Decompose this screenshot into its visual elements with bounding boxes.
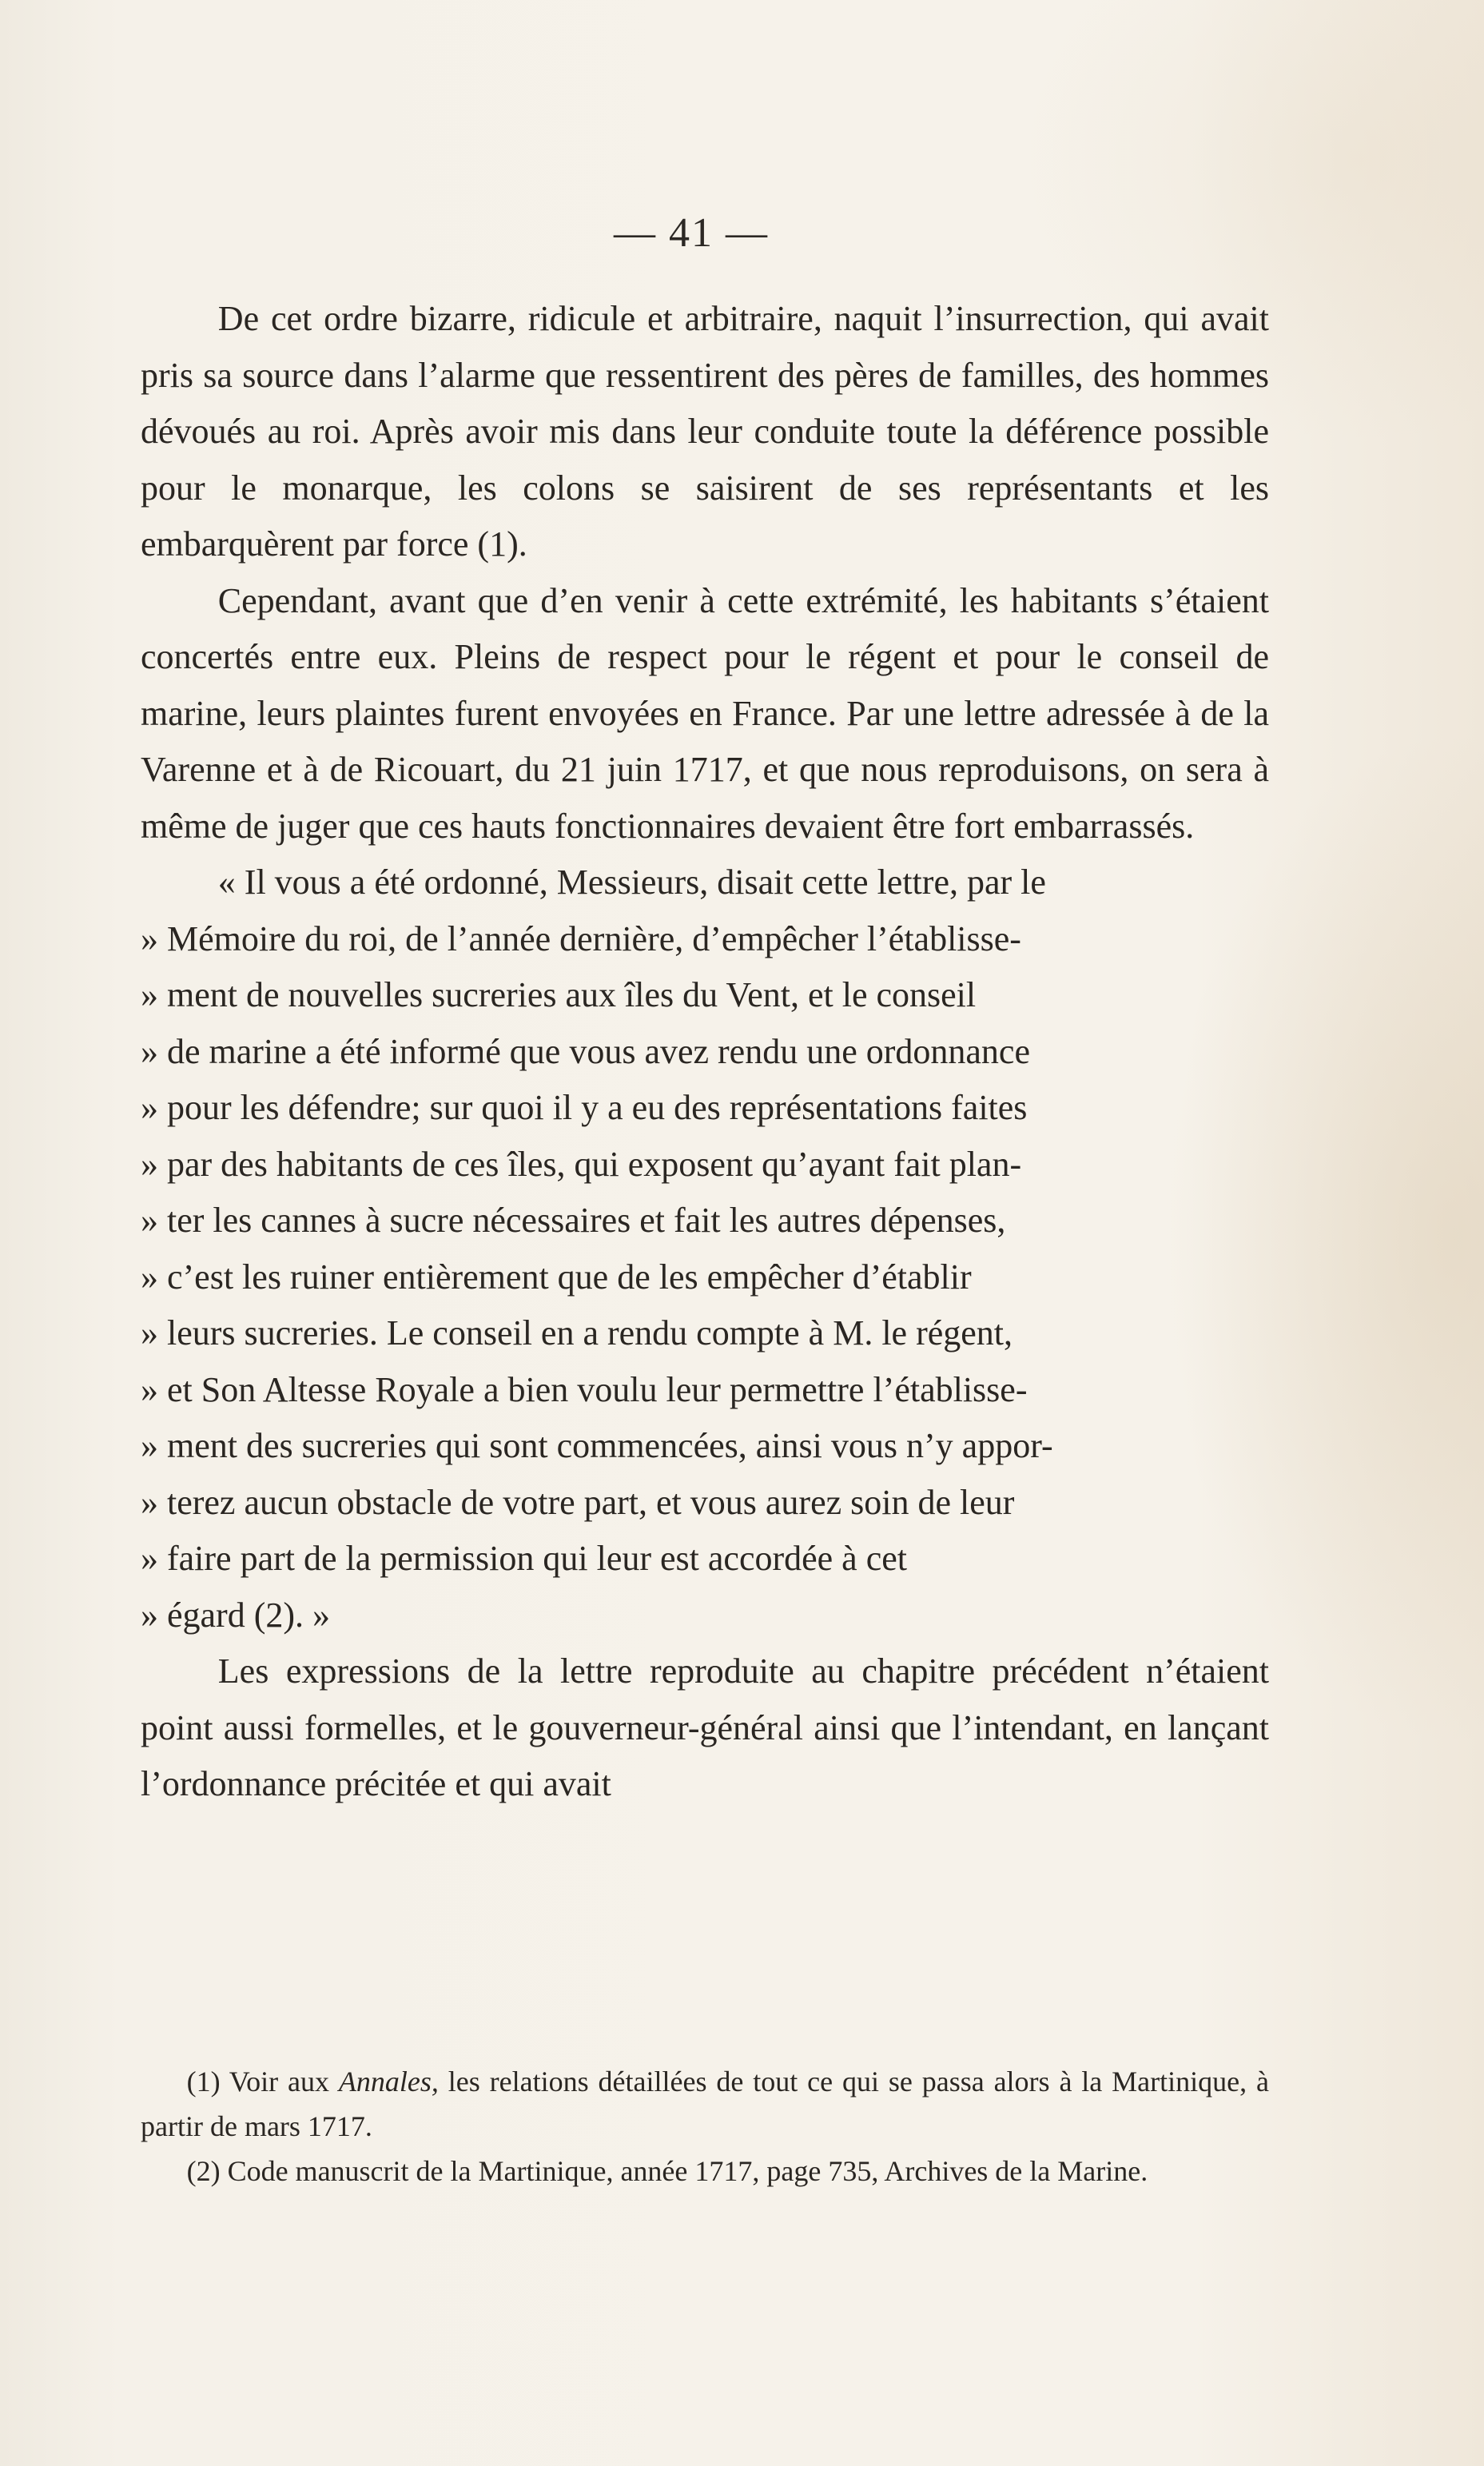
quote-line: » par des habitants de ces îles, qui exposent qu’ayant fait plan- [141,1144,1022,1184]
quote-line: » égard (2). » [141,1595,331,1635]
footnote [141,2059,1269,2149]
quote-line: » de marine a été informé que vous avez rendu une ordonnance [141,1031,1030,1071]
quote-line: » pour les défendre; sur quoi il y a eu des représentations faites [141,1088,1028,1127]
quote-line: « Il vous a été ordonné, Messieurs, disait cette lettre, par le [217,863,1046,902]
quoted-letter [141,855,1269,1643]
quote-line: » terez aucun obstacle de votre part, et vous aurez soin de leur [141,1482,1015,1522]
quote-line: » et Son Altesse Royale a bien voulu leur permettre l’établisse- [141,1369,1028,1409]
footnote-italic: Annales, [338,2066,439,2097]
footnote [141,2149,1269,2193]
quote-line: » faire part de la permission qui leur est accordée à cet [141,1539,907,1578]
paragraph: Les expressions de la lettre reproduite au chapitre précédent n’étaient point aussi formelles, et le gouverneur-général ainsi que l’intendant, en lançant l’ordonnance précitée et qui avait [141,1651,1269,1803]
quote-line: » ment de nouvelles sucreries aux îles du Vent, et le conseil [141,975,977,1014]
page-number: — 41 — [614,210,769,256]
quote-line: » ment des sucreries qui sont commencées, ainsi vous n’y appor- [141,1426,1053,1465]
paragraph: De cet ordre bizarre, ridicule et arbitraire, naquit l’insurrection, qui avait pris sa source dans l’alarme que ressentirent des pères de familles, des hommes dévoués au roi. Après avoir mis dans leur conduite toute la déférence possible pour le monarque, les colons se saisirent de ses représentants et les embarquèrent par force (1). [141,299,1269,564]
paragraph: Cependant, avant que d’en venir à cette extrémité, les habitants s’étaient concertés entre eux. Pleins de respect pour le régent et pour le conseil de marine, leurs plaintes furent envoyées en France. Par une lettre adressée à de la Varenne et à de Ricouart, du 21 juin 1717, et que nous reproduisons, on sera à même de juger que ces hauts fonctionnaires devaient être fort embarrassés. [141,580,1269,846]
quote-line: » Mémoire du roi, de l’année dernière, d’empêcher l’établisse- [141,918,1021,958]
footnote-text: (2) Code manuscrit de la Martinique, année 1717, page 735, Archives de la Marine. [186,2155,1148,2187]
quote-line: » ter les cannes à sucre nécessaires et fait les autres dépenses, [141,1201,1006,1240]
main-text [141,291,1269,1813]
quote-line: » leurs sucreries. Le conseil en a rendu compte à M. le régent, [141,1313,1013,1353]
footnote-text: les relations détaillées de tout ce qui se passa alors à la Martinique, à partir de mars 1717. [141,2066,1270,2142]
footnote-text: (1) Voir aux [186,2066,339,2097]
footnotes [141,2059,1269,2193]
quote-line: » c’est les ruiner entièrement que de les empêcher d’établir [141,1257,972,1297]
